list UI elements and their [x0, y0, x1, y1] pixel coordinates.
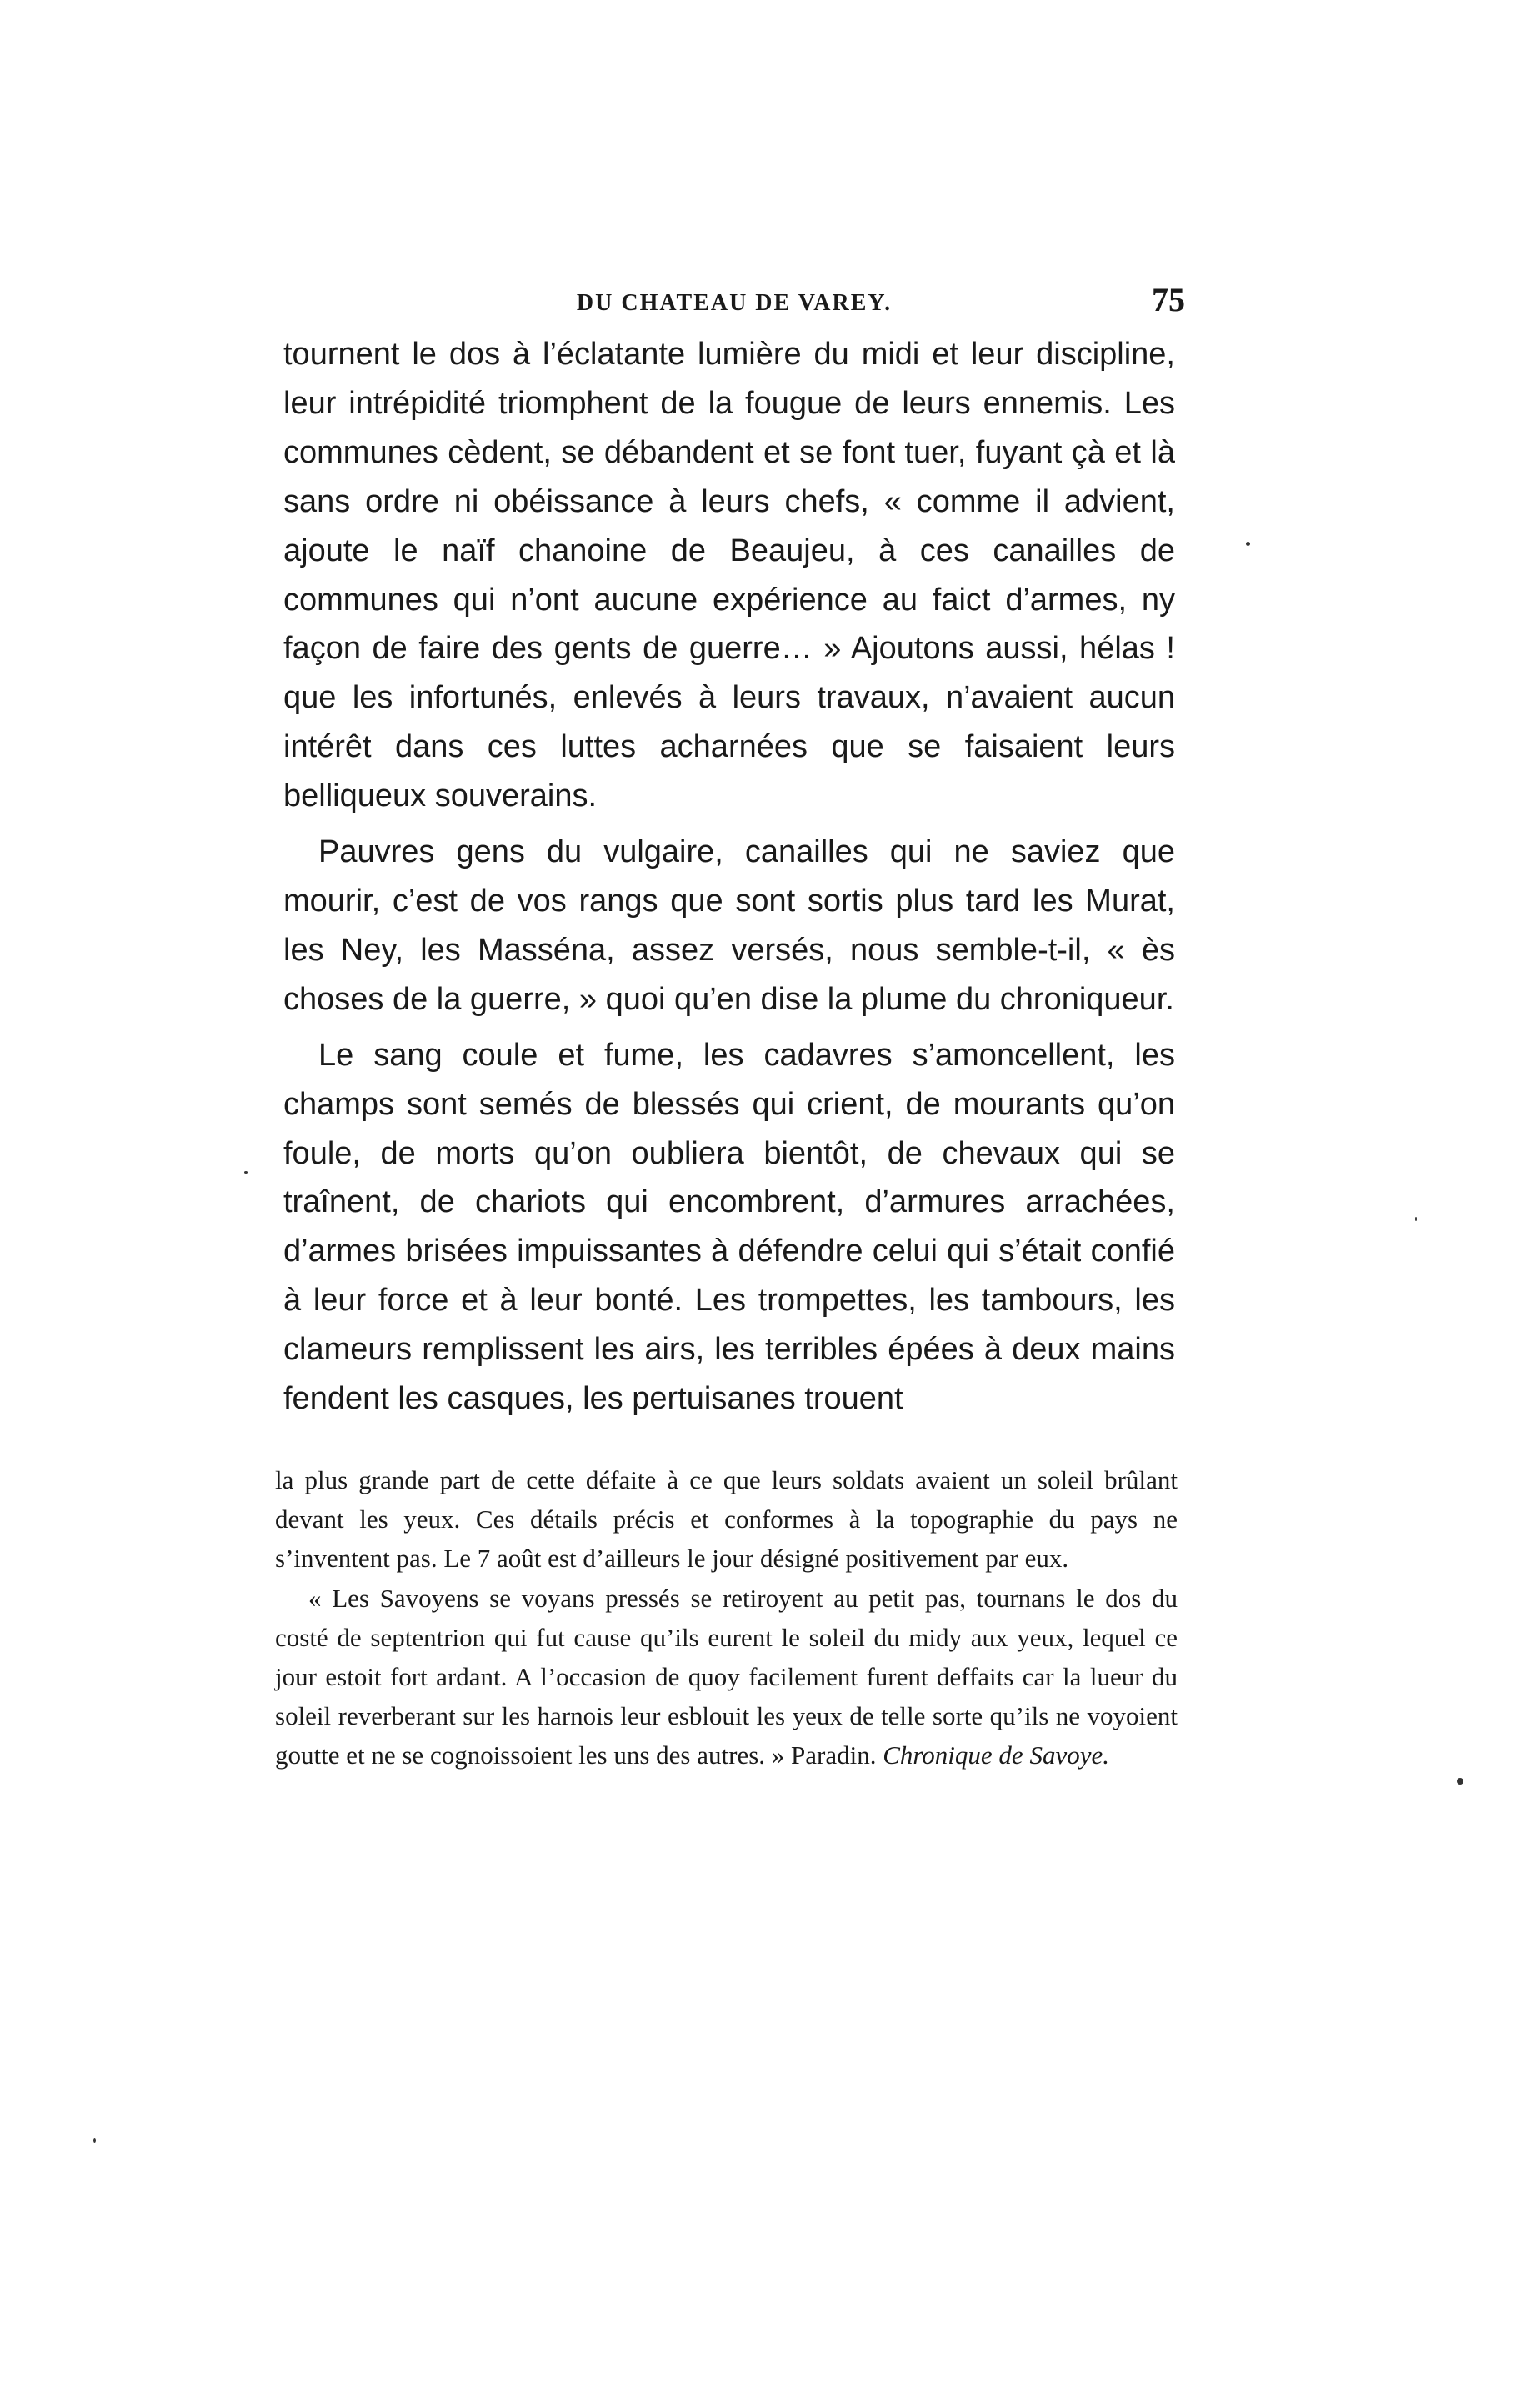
paragraph: tournent le dos à l’éclatante lumière du midi et leur discipline, leur intrépidité triomphent de la fougue de leurs ennemis. Les communes cèdent, se débandent et se font tuer, fuyant çà et là sans ordre ni obéissance à leurs chefs, « comme il advient, ajoute le naïf chanoine de Beaujeu, à ces canailles de communes qui n’ont aucune expérience au faict d’armes, ny façon de faire des gents de guerre… » Ajoutons aussi, hélas ! que les infortunés, enlevés à leurs travaux, n’avaient aucun intérêt dans ces luttes acharnées que se faisaient leurs belliqueux souverains. [283, 337, 1175, 814]
scan-speck [93, 2138, 96, 2143]
scan-speck [1246, 542, 1250, 546]
footnote [275, 1460, 1178, 1775]
footnote-quote [275, 1579, 1178, 1775]
running-head: DU CHATEAU DE VAREY. [576, 290, 893, 316]
scan-speck [1457, 1778, 1463, 1785]
citation-title: Chronique de Savoye. [883, 1740, 1109, 1770]
footnote-quote-text: « Les Savoyens se voyans pressés se retiroyent au petit pas, tournans le dos du costé de septentrion qui fut cause qu’ils eurent le soleil du midy aux yeux, lequel ce jour estoit fort ardant. A l’occasion de quoy facilement furent deffaits car la lueur du soleil reverberant sur les harnois leur esblouit les yeux de telle sorte qu’ils ne voyoient goutte et ne se cognoissoient les uns des autres. » Paradin. [275, 1583, 1178, 1770]
main-text [283, 330, 1175, 1424]
page-number: 75 [1152, 281, 1185, 318]
paragraph: Le sang coule et fume, les cadavres s’amoncellent, les champs sont semés de blessés qui crient, de mourants qu’on foule, de morts qu’on oubliera bientôt, de chevaux qui se traînent, de chariots qui encombrent, d’armures arrachées, d’armes brisées impuissantes à défendre celui qui s’était confié à leur force et à leur bonté. Les trompettes, les tambours, les clameurs remplissent les airs, les terribles épées à deux mains fendent les casques, les pertuisanes trouent [283, 1037, 1175, 1417]
footnote-continuation: la plus grande part de cette défaite à ce que leurs soldats avaient un soleil brûlant devant les yeux. Ces détails précis et conformes à la topographie du pays ne s’inventent pas. Le 7 août est d’ailleurs le jour désigné positivement par eux. [275, 1465, 1178, 1574]
scan-speck [1415, 1217, 1417, 1221]
scan-speck [244, 1171, 248, 1174]
paragraph: Pauvres gens du vulgaire, canailles qui ne saviez que mourir, c’est de vos rangs que sont sortis plus tard les Murat, les Ney, les Masséna, assez versés, nous semble-t-il, « ès choses de la guerre, » quoi qu’en dise la plume du chroniqueur. [283, 834, 1175, 1017]
page-header [283, 280, 1185, 330]
